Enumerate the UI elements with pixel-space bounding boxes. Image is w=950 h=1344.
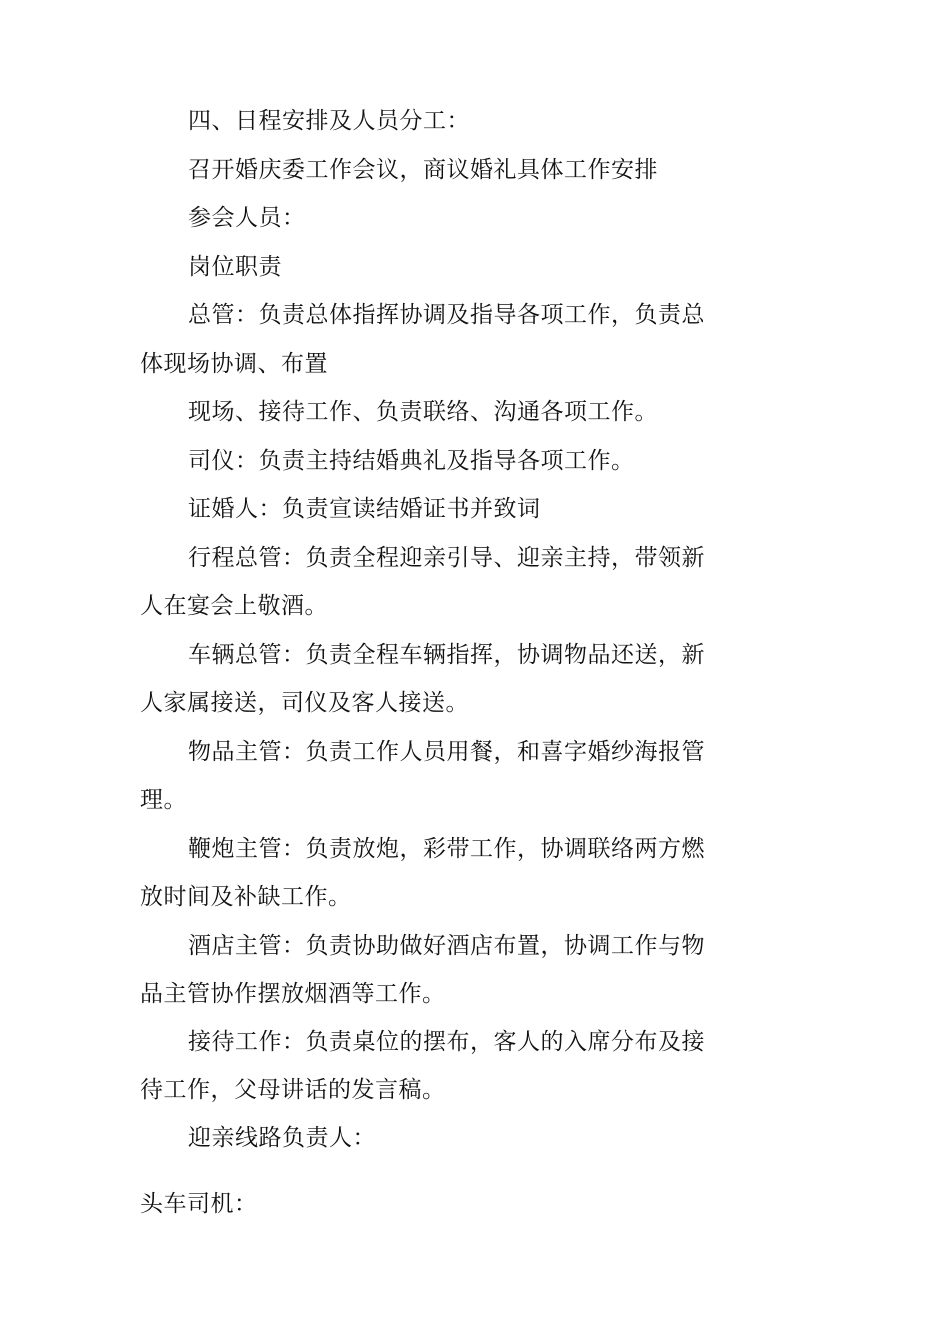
- paragraph-firecracker-manager: 鞭炮主管：负责放炮，彩带工作，协调联络两方燃: [188, 836, 705, 862]
- paragraph-general-manager-cont: 体现场协调、布置: [140, 351, 328, 377]
- paragraph-duties-heading: 岗位职责: [188, 254, 282, 280]
- paragraph-attendees: 参会人员：: [188, 205, 306, 231]
- paragraph-hotel-manager-cont: 品主管协作摆放烟酒等工作。: [140, 981, 446, 1007]
- paragraph-meeting: 召开婚庆委工作会议，商议婚礼具体工作安排: [188, 157, 658, 183]
- paragraph-vehicle-manager: 车辆总管：负责全程车辆指挥，协调物品还送，新: [188, 642, 705, 668]
- paragraph-supplies-manager-cont: 理。: [140, 787, 187, 813]
- paragraph-reception-work: 接待工作：负责桌位的摆布，客人的入席分布及接: [188, 1029, 705, 1055]
- section-heading: 四、日程安排及人员分工：: [188, 108, 470, 134]
- paragraph-itinerary-manager: 行程总管：负责全程迎亲引导、迎亲主持，带领新: [188, 545, 705, 571]
- paragraph-general-manager: 总管：负责总体指挥协调及指导各项工作，负责总: [188, 302, 705, 328]
- paragraph-hotel-manager: 酒店主管：负责协助做好酒店布置，协调工作与物: [188, 933, 705, 959]
- paragraph-vehicle-manager-cont: 人家属接送，司仪及客人接送。: [140, 690, 469, 716]
- paragraph-firecracker-manager-cont: 放时间及补缺工作。: [140, 884, 352, 910]
- paragraph-lead-driver: 头车司机：: [140, 1191, 258, 1217]
- paragraph-reception-work-cont: 待工作，父母讲话的发言稿。: [140, 1077, 446, 1103]
- paragraph-itinerary-manager-cont: 人在宴会上敬酒。: [140, 593, 328, 619]
- paragraph-supplies-manager: 物品主管：负责工作人员用餐，和喜字婚纱海报管: [188, 739, 705, 765]
- paragraph-site-reception: 现场、接待工作、负责联络、沟通各项工作。: [188, 399, 658, 425]
- paragraph-witness: 证婚人：负责宣读结婚证书并致词: [188, 496, 541, 522]
- paragraph-route-leader: 迎亲线路负责人：: [188, 1125, 376, 1151]
- paragraph-emcee: 司仪：负责主持结婚典礼及指导各项工作。: [188, 448, 635, 474]
